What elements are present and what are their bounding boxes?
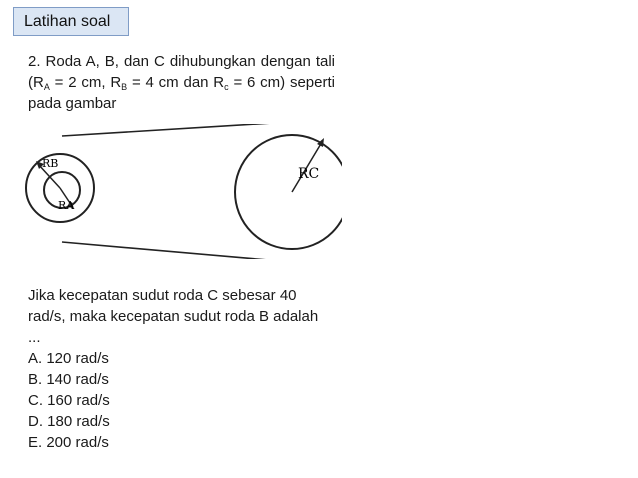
answer-options — [28, 348, 110, 453]
slide-title: Latihan soal — [13, 7, 129, 36]
label-rb: RB — [42, 157, 59, 170]
question-text — [28, 51, 335, 114]
wheel-c — [235, 135, 342, 249]
question-mid1: = 2 cm, R — [49, 74, 122, 91]
option-d[interactable]: D. 180 rad/s — [28, 413, 110, 430]
question-mid2: = 4 cm dan R — [127, 74, 225, 91]
sub-a: A — [43, 82, 50, 92]
option-b[interactable]: B. 140 rad/s — [28, 371, 109, 388]
radius-rc-arrow — [317, 138, 324, 147]
question-prompt: Jika kecepatan sudut roda C sebesar 40 rad/s, maka kecepatan sudut roda B adalah ... — [28, 287, 319, 346]
wheel-diagram — [22, 124, 342, 259]
option-c[interactable]: C. 160 rad/s — [28, 392, 110, 409]
question-tail: = 6 cm) seperti pada gambar — [28, 74, 335, 112]
option-a[interactable]: A. 120 rad/s — [28, 350, 109, 367]
label-ra: RA — [58, 199, 75, 212]
belt-top-line — [62, 124, 289, 136]
belt-bottom-line — [62, 242, 291, 259]
sub-b: B — [121, 82, 128, 92]
label-rc: RC — [298, 166, 320, 182]
option-e[interactable]: E. 200 rad/s — [28, 434, 109, 451]
question-intro: 2. Roda A, B, dan C dihubungkan dengan tali (R — [28, 53, 335, 91]
sub-c: c — [224, 82, 229, 92]
